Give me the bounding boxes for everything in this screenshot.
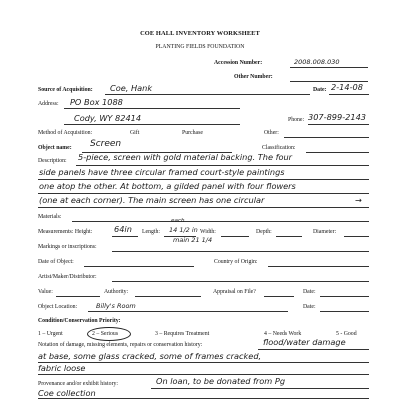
location-date-label: Date: xyxy=(303,304,316,310)
source-label: Source of Acquisition: xyxy=(38,87,93,93)
width-line xyxy=(221,236,249,237)
main-length-value: main 21 1/4 xyxy=(173,236,213,244)
materials-line xyxy=(72,221,369,222)
classification-line xyxy=(306,152,369,153)
authority-line xyxy=(135,296,201,297)
source-line xyxy=(105,94,310,95)
description-line-3 xyxy=(38,193,369,194)
method-gift: Gift xyxy=(130,130,140,136)
description-line-4 xyxy=(38,207,369,208)
location-value: Billy's Room xyxy=(96,302,136,310)
length-label: Length: xyxy=(142,229,161,235)
artist-label: Artist/Maker/Distributor: xyxy=(38,274,97,280)
notation-label: Notation of damage, missing elements, repairs or conservation history: xyxy=(38,342,203,348)
height-line xyxy=(112,236,138,237)
source-value: Coe, Hank xyxy=(110,83,153,93)
priority-requires-treatment: 3 – Requires Treatment xyxy=(155,331,210,337)
value-date-line xyxy=(320,296,369,297)
object-date-label: Date of Object: xyxy=(38,259,74,265)
markings-label: Markings or inscriptions: xyxy=(38,244,97,250)
markings-line xyxy=(112,251,369,252)
address-value-2: Cody, WY 82414 xyxy=(74,113,142,123)
country-label: Country of Origin: xyxy=(214,259,258,265)
country-line xyxy=(268,266,369,267)
provenance-label: Provenance and/or exhibit history: xyxy=(38,381,119,387)
description-text-3: one atop the other. At bottom, a gilded panel with four flowers xyxy=(39,181,296,191)
object-name-value: Screen xyxy=(90,139,122,149)
source-date-line xyxy=(329,94,369,95)
address-line-2 xyxy=(64,124,240,125)
other-number-label: Other Number: xyxy=(234,74,273,80)
description-text-2: side panels have three circular framed court-style paintings xyxy=(39,167,285,177)
method-label: Method of Acquisition: xyxy=(38,130,93,136)
worksheet-title: COE HALL INVENTORY WORKSHEET xyxy=(140,30,260,37)
length-note: each xyxy=(171,218,185,224)
depth-label: Depth: xyxy=(256,229,272,235)
value-date-label: Date: xyxy=(303,289,316,295)
appraisal-line xyxy=(264,296,294,297)
classification-label: Classification: xyxy=(262,145,296,151)
description-text-4: (one at each corner). The main screen has one circular xyxy=(39,195,265,205)
method-purchase: Purchase xyxy=(182,130,203,136)
notation-line-2 xyxy=(38,362,369,363)
diameter-label: Diameter: xyxy=(313,229,337,235)
priority-needs-work: 4 – Needs Work xyxy=(264,331,302,337)
value-line xyxy=(56,296,100,297)
accession-number-label: Accession Number: xyxy=(214,60,263,66)
location-line xyxy=(88,311,288,312)
priority-urgent: 1 – Urgent xyxy=(38,331,63,337)
notation-text-3: fabric loose xyxy=(38,363,86,373)
provenance-line-1 xyxy=(151,388,369,389)
notation-text-1: flood/water damage xyxy=(263,337,346,347)
materials-label: Materials: xyxy=(38,214,62,220)
provenance-line-2 xyxy=(38,398,369,399)
accession-number-line xyxy=(290,67,368,68)
priority-good: 5 - Good xyxy=(336,331,357,337)
notation-line-1 xyxy=(258,349,369,350)
source-date-label: Date: xyxy=(313,87,327,93)
value-label: Value: xyxy=(38,289,53,295)
address-line-1 xyxy=(64,108,240,109)
depth-line xyxy=(276,236,302,237)
description-arrow: → xyxy=(355,195,362,205)
phone-value: 307-899-2143 xyxy=(308,112,367,122)
accession-number-value: 2008.008.030 xyxy=(294,58,340,66)
priority-serious: 2 – Serious xyxy=(92,331,119,337)
address-label: Address: xyxy=(38,101,59,107)
measurements-label: Measurements: Height: xyxy=(38,229,93,235)
description-line-1 xyxy=(76,165,369,166)
diameter-line xyxy=(344,236,369,237)
artist-line xyxy=(112,281,369,282)
notation-text-2: at base, some glass cracked, some of frames cracked, xyxy=(38,351,262,361)
method-other-label: Other: xyxy=(264,130,279,136)
description-line-2 xyxy=(38,179,369,180)
location-label: Object Location: xyxy=(38,304,78,310)
provenance-text-1: On loan, to be donated from Pg xyxy=(156,376,286,386)
object-name-label: Object name: xyxy=(38,145,72,151)
description-label: Description: xyxy=(38,158,67,164)
length-value: 14 1/2 in xyxy=(169,226,198,234)
source-date-value: 2-14-08 xyxy=(331,82,363,92)
address-value-1: PO Box 1088 xyxy=(70,97,123,107)
object-date-line xyxy=(84,266,194,267)
method-other-line xyxy=(284,137,369,138)
phone-label: Phone: xyxy=(288,117,305,123)
authority-label: Authority: xyxy=(104,289,129,295)
phone-line xyxy=(308,124,369,125)
notation-line-3 xyxy=(38,374,369,375)
height-value: 64in xyxy=(114,224,132,234)
foundation-name: PLANTING FIELDS FOUNDATION xyxy=(155,44,245,50)
provenance-text-2: Coe collection xyxy=(38,388,96,398)
condition-heading: Condition/Conservation Priority: xyxy=(38,318,121,324)
description-text-1: 5-piece, screen with gold material backing. The four xyxy=(78,152,293,162)
location-date-line xyxy=(320,311,369,312)
appraisal-label: Appraisal on File? xyxy=(213,289,256,295)
width-label: Width: xyxy=(200,229,216,235)
